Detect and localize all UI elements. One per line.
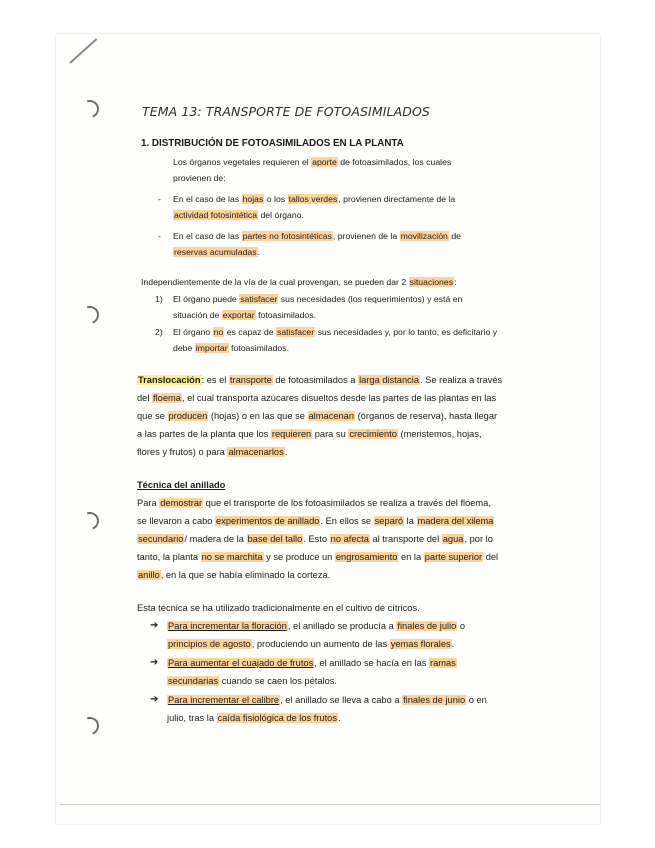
text-span: larga distancia [359,375,420,385]
text-span: , en la que se había eliminado la corteza. [160,570,331,580]
text-span: provienen de: [173,173,226,183]
text-span: . [257,247,260,257]
text-span: o en [466,695,487,705]
text-span: exportar [222,310,255,320]
text-span: no se marchita [201,552,263,562]
text-span: principios de agosto [168,639,251,649]
text-span: satisfacer [240,294,278,304]
text-span: Los órganos vegetales requieren el [173,157,312,167]
text-span: para su [312,429,349,439]
text-span: . Esto [303,534,330,544]
list-item [173,244,260,261]
list-item [167,618,465,635]
text-span: . [284,447,288,457]
paragraph-line [137,408,497,425]
list-number [155,324,163,341]
text-span: partes no fotosintéticas [242,231,332,241]
text-span: de fotoasimilados, los cuales [337,157,452,167]
paragraph-line [137,495,491,512]
list-item [173,307,316,324]
text-span: secundario [138,534,184,544]
list-item: - [158,231,161,241]
text-span: de [448,231,461,241]
paragraph-line [137,531,493,548]
text-span: requieren [271,429,312,439]
text-span: hojas [242,194,264,204]
text-span: , provienen directamente de la [338,194,456,204]
paragraph-line [141,274,456,291]
text-span: al transporte del [369,534,442,544]
text-span: . Se realiza a través [420,375,503,385]
text-span: separó [374,516,404,526]
text-span: El órgano puede [173,294,240,304]
arrow-icon: ➔ [150,620,159,631]
arrow-icon: ➔ [150,694,159,705]
text-span: Para incrementar la floración [168,621,287,631]
text-span: (órganos de reserva), hasta llegar [355,411,498,421]
list-number [155,291,163,308]
text-span: secundarias [168,676,219,686]
text-span: engrosamiento [335,552,398,562]
paragraph-line [137,426,482,443]
text-span: madera del xilema [417,516,494,526]
paragraph-line [137,513,494,530]
text-span: , el anillado se hacía en las [314,658,429,668]
text-span: Independientemente de la vía de la cual provengan, se pueden dar 2 [141,277,409,287]
text-span: se llevaron a cabo [137,516,216,526]
paragraph-line: Esta técnica se ha utilizado tradicionalmente en el cultivo de cítricos. [137,603,420,613]
text-span: , produciendo un aumento de las [251,639,390,649]
text-span: no [213,327,224,337]
text-span: y se produce un [263,552,335,562]
text-span: la [404,516,417,526]
highlighted-term: Translocación [138,375,201,385]
text-span: importar [195,343,228,353]
paragraph-line [173,170,226,187]
text-span: almacenarlos [228,447,284,457]
text-span: flores y frutos) o para [137,447,228,457]
text-span: , provienen de la [332,231,400,241]
text-span: o los [264,194,288,204]
text-span: situaciones [409,277,454,287]
text-span: que se [137,411,168,421]
list-item [167,655,457,672]
text-span: : [454,277,457,287]
text-span: Para [137,498,160,508]
list-item [173,324,497,341]
text-span: producen [168,411,208,421]
text-span: fotoasimilados. [228,343,289,353]
text-span: / madera de la [184,534,247,544]
text-span: , el anillado se lleva a cabo a [280,695,403,705]
text-span: de fotoasimilados a [272,375,359,385]
text-span: cuando se caen los pétalos. [219,676,337,686]
paragraph-line [173,154,451,171]
list-item: - [158,194,161,204]
text-span: del [137,393,152,403]
text-span: : es el [201,375,229,385]
text-span: sus necesidades (los requerimientos) y está en [278,294,463,304]
subsection-heading: Técnica del anillado [137,480,226,490]
text-span: yemas florales [390,639,451,649]
arrow-icon: ➔ [150,657,159,668]
text-span: anillo [138,570,160,580]
text-span: En el caso de las [173,231,242,241]
text-span: En el caso de las [173,194,242,204]
text-span: en la [398,552,424,562]
text-span: . En ellos se [320,516,374,526]
text-span: del [483,552,499,562]
paragraph-line [137,444,287,461]
text-span: demostrar [160,498,203,508]
list-item [173,228,461,245]
section-number: 1. [141,138,150,149]
text-span: caída fisiológica de los frutos [217,713,337,723]
text-span: floema [153,393,181,403]
text-span: actividad fotosintética [174,210,258,220]
list-item [173,340,289,357]
text-span: debe [173,343,195,353]
text-span: del órgano. [258,210,304,220]
text-span: Para incrementar el calibre [168,695,280,705]
text-span: reservas acumuladas [174,247,257,257]
list-item [167,710,341,727]
paragraph-line [137,567,330,584]
text-span: que el transporte de los fotoasimilados se realiza a través del floema, [203,498,491,508]
text-span: . [338,713,341,723]
text-span: movilización [400,231,448,241]
text-span: , el anillado se producía a [287,621,397,631]
text-span: (meristemos, hojas, [397,429,482,439]
text-span: experimentos de anillado [216,516,320,526]
text-span: , por lo [464,534,493,544]
text-span: julio, tras la [167,713,217,723]
text-span: crecimiento [349,429,397,439]
text-span: es capaz de [224,327,276,337]
text-span: o [457,621,466,631]
text-span: , el cual transporta azúcares disueltos desde las partes de las plantas en las [181,393,497,403]
text-span: base del tallo [247,534,303,544]
text-span: (hojas) o en las que se [208,411,308,421]
text-span: Para aumentar el cuajado de frutos [168,658,314,668]
text-span: parte superior [424,552,483,562]
text-span: finales de julio [397,621,457,631]
paragraph-line [137,390,496,407]
list-item [167,692,487,709]
paragraph-line [137,549,498,566]
text-span: ramas [429,658,456,668]
list-item [167,636,454,653]
list-item [173,191,455,208]
list-item [173,207,304,224]
text-span: El órgano [173,327,213,337]
text-span: transporte [229,375,272,385]
text-span: sus necesidades y, por lo tanto, es deficitario y [315,327,498,337]
text-span: 2) [155,327,163,337]
paragraph-line [137,372,502,389]
text-span: tallos verdes [288,194,338,204]
text-span: a las partes de la planta que los [137,429,271,439]
text-span: almacenan [308,411,354,421]
text-span: agua [442,534,464,544]
text-span: no afecta [330,534,369,544]
text-span: finales de junio [403,695,466,705]
text-span: tanto, la planta [137,552,201,562]
list-item [173,291,462,308]
text-span: fotoasimilados. [255,310,317,320]
text-span: satisfacer [276,327,315,337]
page-title: TEMA 13: TRANSPORTE DE FOTOASIMILADOS [142,104,430,119]
list-item [167,673,337,690]
text-span: . [451,639,455,649]
text-span: situación de [173,310,222,320]
text-span: 1) [155,294,163,304]
highlighted-word: aporte [312,157,337,167]
section-title: DISTRIBUCIÓN DE FOTOASIMILADOS EN LA PLANTA [151,138,404,149]
